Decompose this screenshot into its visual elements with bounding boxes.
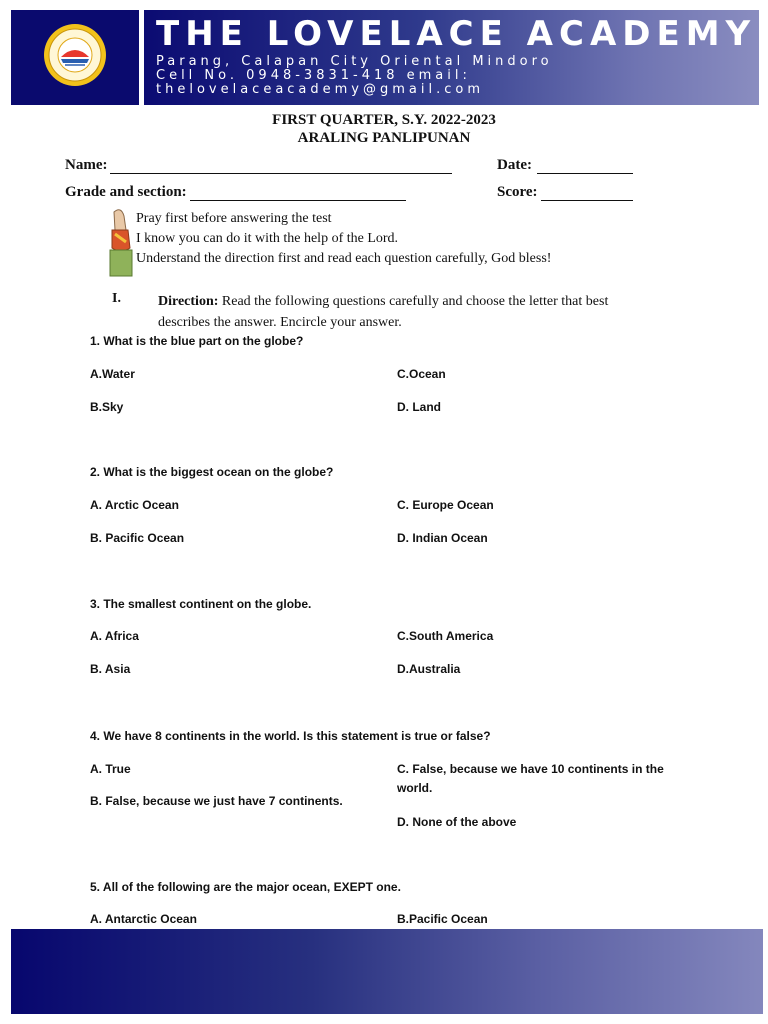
question-5: 5. All of the following are the major ocean, EXEPT one. xyxy=(90,880,401,894)
q3-option-b[interactable]: B. Asia xyxy=(90,662,131,676)
school-seal-logo xyxy=(43,23,107,87)
name-field[interactable] xyxy=(110,173,452,174)
question-4: 4. We have 8 continents in the world. Is this statement is true or false? xyxy=(90,729,491,743)
q2-option-b[interactable]: B. Pacific Ocean xyxy=(90,531,185,545)
school-contact: Cell No. 0948-3831-418 email: xyxy=(156,68,471,83)
school-email: thelovelaceacademy@gmail.com xyxy=(156,82,485,97)
date-label: Date: xyxy=(497,157,532,173)
grade-label: Grade and section: xyxy=(65,184,187,200)
direction-label: Direction: xyxy=(158,294,219,309)
q2-option-c[interactable]: C. Europe Ocean xyxy=(397,498,494,512)
footer-banner xyxy=(11,929,763,1014)
header-logo-box xyxy=(11,10,139,105)
praying-hands-icon xyxy=(106,208,136,278)
subject-title: ARALING PANLIPUNAN xyxy=(297,130,471,146)
name-label: Name: xyxy=(65,157,108,173)
prayer-line-2: I know you can do it with the help of the Lord. xyxy=(136,231,399,246)
question-3: 3. The smallest continent on the globe. xyxy=(90,597,312,611)
score-field[interactable] xyxy=(541,200,633,201)
q1-option-b[interactable]: B.Sky xyxy=(90,400,124,414)
header-banner xyxy=(144,10,759,105)
grade-field[interactable] xyxy=(190,200,406,201)
direction-number: I. xyxy=(112,291,121,306)
prayer-line-3: Understand the direction first and read each question carefully, God bless! xyxy=(136,251,552,266)
quarter-title: FIRST QUARTER, S.Y. 2022-2023 xyxy=(272,112,496,128)
q1-option-d[interactable]: D. Land xyxy=(397,400,441,414)
prayer-line-1: Pray first before answering the test xyxy=(136,211,332,226)
q4-option-b[interactable]: B. False, because we just have 7 continents. xyxy=(90,794,343,808)
direction-text xyxy=(158,291,658,333)
q4-option-a[interactable]: A. True xyxy=(90,762,131,776)
q4-option-d[interactable]: D. None of the above xyxy=(397,815,517,829)
q3-option-a[interactable]: A. Africa xyxy=(90,629,139,643)
date-field[interactable] xyxy=(537,173,633,174)
direction-body: Read the following questions carefully and choose the letter that best describes the answer. Encircle your answer. xyxy=(158,294,609,330)
question-2: 2. What is the biggest ocean on the globe? xyxy=(90,465,334,479)
q5-option-a[interactable]: A. Antarctic Ocean xyxy=(90,912,197,926)
q2-option-a[interactable]: A. Arctic Ocean xyxy=(90,498,179,512)
question-1: 1. What is the blue part on the globe? xyxy=(90,334,304,348)
q3-option-d[interactable]: D.Australia xyxy=(397,662,461,676)
q4-option-c[interactable]: C. False, because we have 10 continents in the world. xyxy=(397,762,664,795)
q5-option-b[interactable]: B.Pacific Ocean xyxy=(397,912,488,926)
q2-option-d[interactable]: D. Indian Ocean xyxy=(397,531,488,545)
score-label: Score: xyxy=(497,184,538,200)
q3-option-c[interactable]: C.South America xyxy=(397,629,494,643)
school-name: THE LOVELACE ACADEMY xyxy=(156,14,757,54)
q1-option-a[interactable]: A.Water xyxy=(90,367,135,381)
q1-option-c[interactable]: C.Ocean xyxy=(397,367,446,381)
school-address: Parang, Calapan City Oriental Mindoro xyxy=(156,54,553,69)
